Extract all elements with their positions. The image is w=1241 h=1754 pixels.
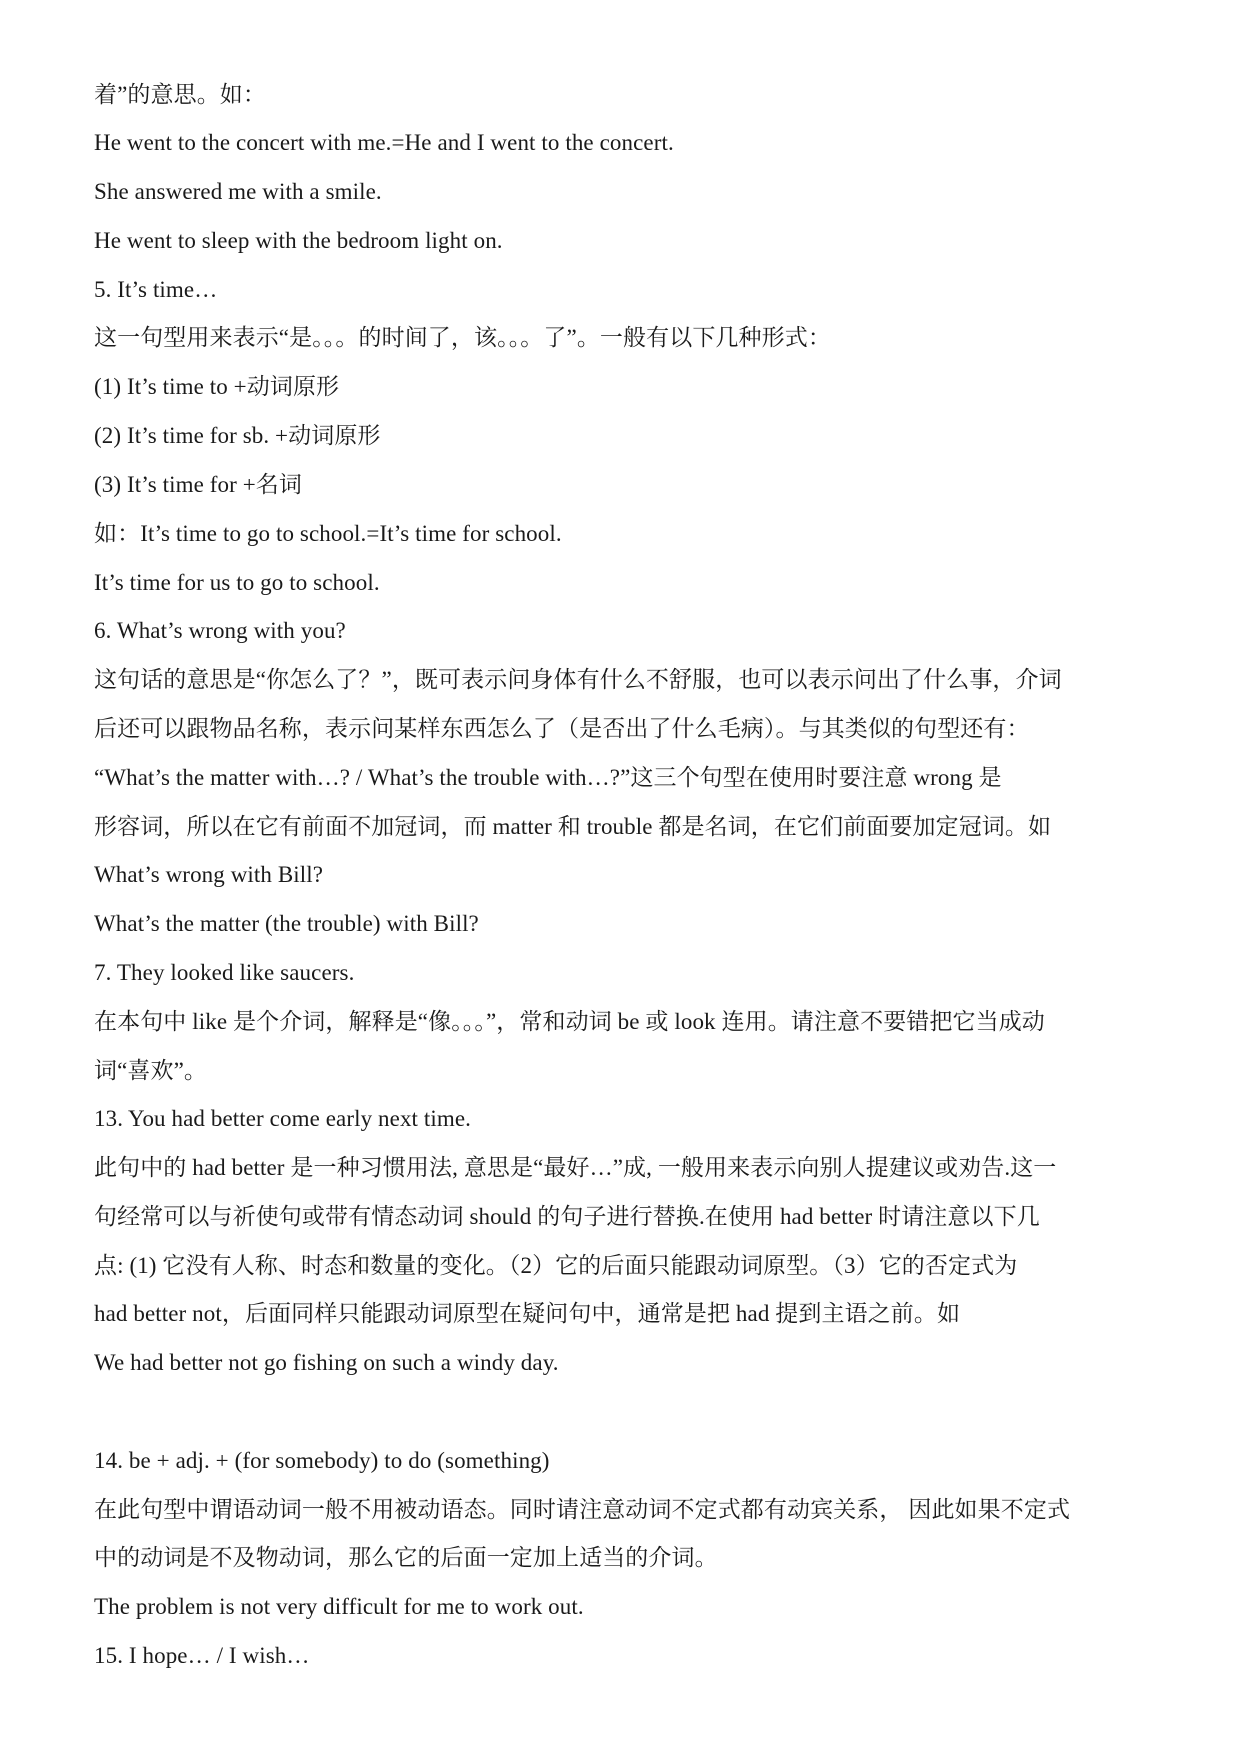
text-line: 中的动词是不及物动词，那么它的后面一定加上适当的介词。 — [94, 1545, 718, 1570]
text-line: 这句话的意思是“你怎么了？”，既可表示问身体有什么不舒服，也可以表示问出了什么事，介词 — [94, 667, 1062, 692]
text-line: 点: (1) 它没有人称、时态和数量的变化。（2）它的后面只能跟动词原型。（3）它的否定式为 — [94, 1253, 1018, 1278]
text-line: 5. It’s time… — [94, 277, 218, 302]
text-line: The problem is not very difficult for me to work out. — [94, 1594, 584, 1619]
text-line: 这一句型用来表示“是。。。的时间了，该。。。了”。一般有以下几种形式： — [94, 325, 831, 350]
text-line: 7. They looked like saucers. — [94, 960, 355, 985]
text-line: 在此句型中谓语动词一般不用被动语态。同时请注意动词不定式都有动宾关系， 因此如果不定式 — [94, 1497, 1071, 1522]
text-line: had better not，后面同样只能跟动词原型在疑问句中，通常是把 had 提到主语之前。如 — [94, 1301, 961, 1326]
text-line: 13. You had better come early next time. — [94, 1106, 472, 1131]
text-line: “What’s the matter with…? / What’s the trouble with…?”这三个句型在使用时要注意 wrong 是 — [94, 765, 1002, 790]
text-line: He went to the concert with me.=He and I went to the concert. — [94, 130, 674, 155]
text-line: 如：It’s time to go to school.=It’s time for school. — [94, 521, 562, 546]
text-line: 在本句中 like 是个介词，解释是“像。。。”，常和动词 be 或 look 连用。请注意不要错把它当成动 — [94, 1009, 1045, 1034]
text-line: What’s wrong with Bill? — [94, 862, 324, 887]
text-line: 词“喜欢”。 — [94, 1058, 208, 1083]
text-line: 15. I hope… / I wish… — [94, 1643, 310, 1668]
text-line: It’s time for us to go to school. — [94, 570, 380, 595]
text-line: (2) It’s time for sb. +动词原形 — [94, 423, 381, 448]
text-line: What’s the matter (the trouble) with Bill? — [94, 911, 479, 936]
text-line: She answered me with a smile. — [94, 179, 382, 204]
text-line: We had better not go fishing on such a windy day. — [94, 1350, 559, 1375]
text-line: 着”的意思。如： — [94, 82, 267, 107]
text-line: (3) It’s time for +名词 — [94, 472, 302, 497]
text-line: 14. be + adj. + (for somebody) to do (something) — [94, 1448, 550, 1473]
text-line: 此句中的 had better 是一种习惯用法, 意思是“最好…”成, 一般用来表示向别人提建议或劝告.这一 — [94, 1155, 1057, 1180]
text-line: 句经常可以与祈使句或带有情态动词 should 的句子进行替换.在使用 had better 时请注意以下几 — [94, 1204, 1040, 1229]
text-line: (1) It’s time to +动词原形 — [94, 374, 340, 399]
text-line: 形容词，所以在它有前面不加冠词，而 matter 和 trouble 都是名词，在它们前面要加定冠词。如 — [94, 814, 1052, 839]
text-line: He went to sleep with the bedroom light on. — [94, 228, 503, 253]
text-line: 后还可以跟物品名称，表示问某样东西怎么了（是否出了什么毛病）。与其类似的句型还有： — [94, 716, 1030, 741]
text-line: 6. What’s wrong with you? — [94, 618, 346, 643]
